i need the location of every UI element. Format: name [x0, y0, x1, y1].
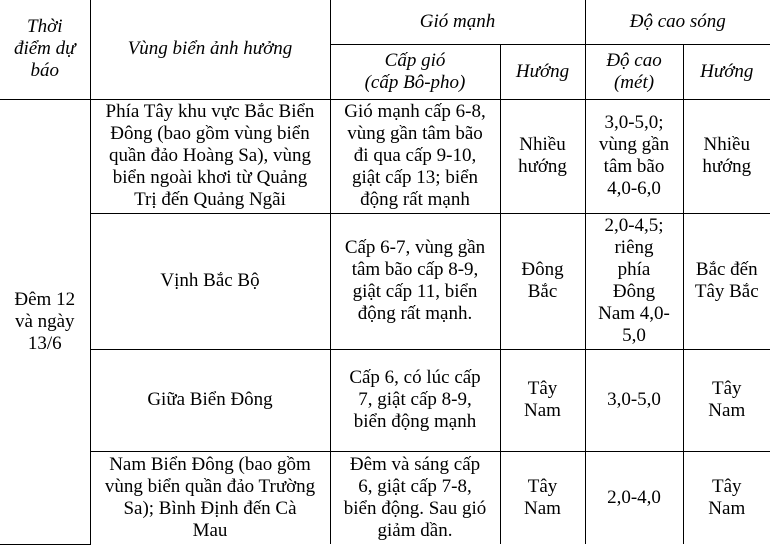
header-wave-group: Độ cao sóng — [585, 0, 770, 44]
wave-height-cell: 2,0-4,0 — [585, 451, 683, 544]
area-cell: Nam Biển Đông (bao gồm vùng biển quần đảo Trường Sa); Bình Định đến Cà Mau — [90, 451, 330, 544]
wave-direction-cell: Tây Nam — [683, 349, 770, 451]
area-cell: Vịnh Bắc Bộ — [90, 213, 330, 349]
wind-level-cell: Gió mạnh cấp 6-8, vùng gần tâm bão đi qua cấp 9-10, giật cấp 13; biển động rất mạnh — [330, 99, 500, 213]
wind-level-cell: Cấp 6-7, vùng gần tâm bão cấp 8-9, giật cấp 11, biển động rất mạnh. — [330, 213, 500, 349]
area-cell: Giữa Biển Đông — [90, 349, 330, 451]
table-row — [0, 99, 770, 213]
wind-direction-cell: Đông Bắc — [500, 213, 585, 349]
wave-direction-cell: Tây Nam — [683, 451, 770, 544]
wind-direction-cell: Nhiều hướng — [500, 99, 585, 213]
wave-direction-cell: Nhiều hướng — [683, 99, 770, 213]
wind-level-cell: Cấp 6, có lúc cấp 7, giật cấp 8-9, biển động mạnh — [330, 349, 500, 451]
header-wind-group: Gió mạnh — [330, 0, 585, 44]
header-time: Thời điểm dự báo — [0, 0, 90, 99]
wave-height-cell: 2,0-4,5; riêng phía Đông Nam 4,0- 5,0 — [585, 213, 683, 349]
header-wind-direction: Hướng — [500, 44, 585, 99]
header-wind-level: Cấp gió (cấp Bô-pho) — [330, 44, 500, 99]
time-cell: Đêm 12 và ngày 13/6 — [0, 99, 90, 544]
wind-direction-cell: Tây Nam — [500, 451, 585, 544]
wave-height-cell: 3,0-5,0 — [585, 349, 683, 451]
table-row — [0, 451, 770, 544]
header-row-top — [0, 0, 770, 44]
header-wave-height: Độ cao (mét) — [585, 44, 683, 99]
wave-height-cell: 3,0-5,0; vùng gần tâm bão 4,0-6,0 — [585, 99, 683, 213]
table-row — [0, 213, 770, 349]
table-row — [0, 349, 770, 451]
wind-level-cell: Đêm và sáng cấp 6, giật cấp 7-8, biển động. Sau gió giảm dần. — [330, 451, 500, 544]
wave-direction-cell: Bắc đến Tây Bắc — [683, 213, 770, 349]
header-wave-direction: Hướng — [683, 44, 770, 99]
header-area: Vùng biển ảnh hưởng — [90, 0, 330, 99]
wind-direction-cell: Tây Nam — [500, 349, 585, 451]
area-cell: Phía Tây khu vực Bắc Biển Đông (bao gồm vùng biển quần đảo Hoàng Sa), vùng biển ngoài khơi từ Quảng Trị đến Quảng Ngãi — [90, 99, 330, 213]
